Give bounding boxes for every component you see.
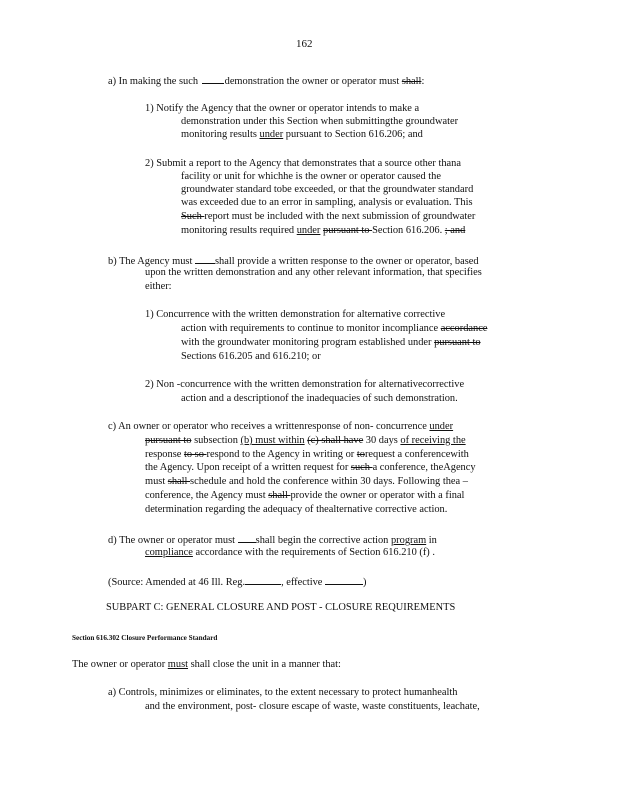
text-run: either: bbox=[145, 281, 172, 292]
text-line bbox=[108, 254, 479, 268]
text-run: provide the owner or operator with a final bbox=[290, 490, 465, 501]
text-line bbox=[145, 281, 172, 293]
strikethrough-text: pursuant to bbox=[145, 435, 192, 446]
underlined-text: compliance bbox=[145, 547, 193, 558]
text-line bbox=[181, 211, 475, 223]
text-run: response bbox=[145, 449, 184, 460]
strikethrough-text: shall bbox=[167, 476, 191, 487]
text-run: b) The Agency must bbox=[108, 256, 195, 267]
strikethrough-text: ; and bbox=[444, 225, 466, 236]
text-line bbox=[108, 76, 424, 88]
text-run: The owner or operator bbox=[72, 659, 168, 670]
text-run: determination regarding the adequacy of thealternative corrective action. bbox=[145, 504, 448, 515]
underlined-text: must bbox=[167, 659, 189, 670]
text-run: shall provide a written response to the owner or operator, based bbox=[214, 256, 479, 267]
text-line bbox=[181, 323, 487, 335]
strikethrough-text: pursuant to bbox=[434, 337, 481, 348]
strikethrough-text: accordance bbox=[440, 323, 488, 334]
text-run: report must be included with the next submission of groundwater bbox=[204, 211, 476, 222]
text-run: a) Controls, minimizes or eliminates, to the extent necessary to protect humanhealth bbox=[108, 687, 458, 698]
text-run: Section 616.302 Closure Performance Standard bbox=[72, 634, 218, 642]
text-line bbox=[145, 476, 468, 488]
text-run: Section 616.206. bbox=[372, 225, 445, 236]
text-run: was exceeded due to an error in sampling, analysis or evaluation. This bbox=[181, 197, 473, 208]
blank-line bbox=[195, 254, 215, 264]
text-line bbox=[181, 116, 458, 128]
text-run: a) In making the such bbox=[108, 76, 201, 87]
text-line bbox=[181, 351, 321, 363]
text-line bbox=[145, 490, 464, 502]
text-line bbox=[145, 158, 461, 170]
underlined-text: under bbox=[429, 421, 454, 432]
blank-line bbox=[325, 575, 363, 585]
text-run: 2) Non -concurrence with the written demonstration for alternativecorrective bbox=[145, 379, 465, 390]
text-run: 1) Concurrence with the written demonstration for alternative corrective bbox=[145, 309, 446, 320]
text-run: subsection bbox=[191, 435, 241, 446]
text-run: shall begin the corrective action bbox=[255, 535, 391, 546]
text-line bbox=[145, 547, 435, 559]
text-run: 2) Submit a report to the Agency that demonstrates that a source other thana bbox=[145, 158, 461, 169]
text-run: demonstration under this Section when submittingthe groundwater bbox=[181, 116, 459, 127]
text-run: c) An owner or operator who receives a writtenresponse of non- concurrence bbox=[108, 421, 430, 432]
text-run: SUBPART C: GENERAL CLOSURE AND POST - CLOSURE REQUIREMENTS bbox=[106, 602, 456, 613]
text-line bbox=[145, 701, 480, 713]
text-line bbox=[145, 267, 482, 279]
text-run: respond to the Agency in writing or bbox=[206, 449, 357, 460]
blank-line bbox=[245, 575, 281, 585]
text-run: shall close the unit in a manner that: bbox=[188, 659, 341, 670]
text-run: pursuant to Section 616.206; and bbox=[283, 129, 423, 140]
text-run: accordance with the requirements of Section 616.210 (f) . bbox=[192, 547, 435, 558]
text-line bbox=[145, 504, 447, 516]
strikethrough-text: such bbox=[350, 462, 373, 473]
strikethrough-text: Such bbox=[181, 211, 205, 222]
strikethrough-text: shall bbox=[401, 76, 422, 87]
text-run: a conference, theAgency bbox=[372, 462, 476, 473]
text-line bbox=[145, 103, 419, 115]
text-line bbox=[108, 687, 457, 699]
text-run: action and a descriptionof the inadequacies of such demonstration. bbox=[181, 393, 458, 404]
text-run: Sections 616.205 and 616.210; or bbox=[181, 351, 321, 362]
text-run: (Source: Amended at 46 Ill. Reg. bbox=[108, 577, 246, 588]
text-run: request a conferencewith bbox=[364, 449, 469, 460]
blank-line bbox=[238, 533, 256, 543]
text-run: schedule and hold the conference within 30 days. Following thea – bbox=[190, 476, 468, 487]
underlined-text: program bbox=[390, 535, 427, 546]
text-line bbox=[181, 171, 441, 183]
text-line bbox=[106, 602, 455, 614]
strikethrough-text: to so bbox=[183, 449, 207, 460]
text-run: conference, the Agency must bbox=[145, 490, 269, 501]
strikethrough-text: to bbox=[356, 449, 365, 460]
text-line bbox=[108, 575, 367, 589]
underlined-text: under bbox=[296, 225, 321, 236]
text-run: in bbox=[426, 535, 437, 546]
text-run: upon the written demonstration and any other relevant information, that specifies bbox=[145, 267, 482, 278]
strikethrough-text: shall bbox=[268, 490, 291, 501]
text-run: demonstration the owner or operator must bbox=[224, 76, 402, 87]
text-run: action with requirements to continue to monitor incompliance bbox=[181, 323, 441, 334]
text-line bbox=[181, 393, 458, 405]
text-run: ) bbox=[363, 577, 367, 588]
text-line bbox=[145, 449, 469, 461]
text-line bbox=[108, 533, 437, 547]
text-run: monitoring results bbox=[181, 129, 260, 140]
text-line bbox=[181, 337, 481, 349]
underlined-text: (b) must within bbox=[240, 435, 305, 446]
text-line bbox=[145, 379, 464, 391]
text-run: must bbox=[145, 476, 168, 487]
text-run: 1) Notify the Agency that the owner or operator intends to make a bbox=[145, 103, 420, 114]
text-run: with the groundwater monitoring program established under bbox=[181, 337, 435, 348]
text-run: d) The owner or operator must bbox=[108, 535, 238, 546]
strikethrough-text: (c) shall have bbox=[307, 435, 364, 446]
text-line bbox=[145, 435, 466, 447]
text-line bbox=[181, 197, 473, 209]
text-run: : bbox=[421, 76, 425, 87]
text-run: the Agency. Upon receipt of a written request for bbox=[145, 462, 351, 473]
text-run: facility or unit for whichhe is the owner or operator caused the bbox=[181, 171, 441, 182]
text-line bbox=[181, 184, 473, 196]
underlined-text: under bbox=[259, 129, 284, 140]
text-run: groundwater standard tobe exceeded, or that the groundwater standard bbox=[181, 184, 474, 195]
text-run: 30 days bbox=[363, 435, 401, 446]
text-line bbox=[181, 129, 423, 141]
text-line bbox=[145, 309, 445, 321]
text-line bbox=[145, 462, 476, 474]
text-line bbox=[72, 659, 341, 671]
strikethrough-text: pursuant to bbox=[323, 225, 373, 236]
underlined-text: of receiving the bbox=[400, 435, 466, 446]
text-line bbox=[108, 421, 453, 433]
text-run: monitoring results required bbox=[181, 225, 297, 236]
page-number: 162 bbox=[296, 38, 313, 50]
text-run: and the environment, post- closure escape of waste, waste constituents, leachate, bbox=[145, 701, 480, 712]
text-line bbox=[72, 632, 217, 644]
struck-dash bbox=[202, 77, 224, 84]
text-line bbox=[181, 225, 465, 237]
text-run: , effective bbox=[281, 577, 326, 588]
